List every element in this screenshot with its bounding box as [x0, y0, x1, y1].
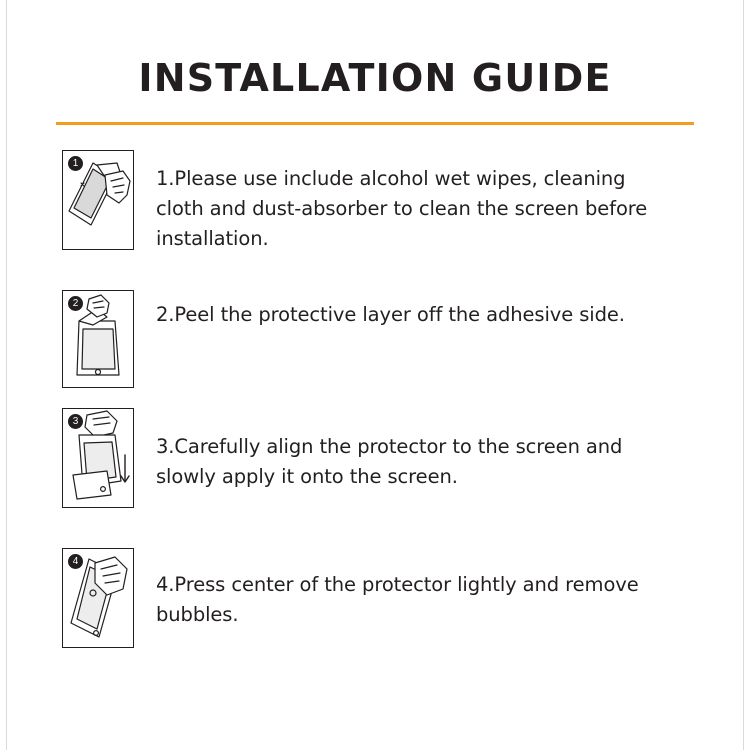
- list-item: [0, 548, 750, 678]
- step-1-illustration: [62, 150, 134, 250]
- step-1-text: 1.Please use include alcohol wet wipes, cleaning cloth and dust-absorber to clean the screen before installation.: [156, 167, 648, 250]
- title-divider: [56, 122, 694, 125]
- step-4-illustration: [62, 548, 134, 648]
- list-item: [0, 408, 750, 548]
- step-3-illustration: [62, 408, 134, 508]
- list-item: [0, 290, 750, 408]
- step-3-badge: 3: [68, 414, 83, 429]
- step-2-text: 2.Peel the protective layer off the adhesive side.: [156, 303, 625, 326]
- step-4-badge: 4: [68, 554, 83, 569]
- page-title: INSTALLATION GUIDE: [138, 56, 612, 100]
- step-4-text: 4.Press center of the protector lightly and remove bubbles.: [156, 573, 639, 626]
- step-2-badge: 2: [68, 296, 83, 311]
- step-3-text: 3.Carefully align the protector to the screen and slowly apply it onto the screen.: [156, 435, 623, 488]
- step-1-badge: 1: [68, 156, 83, 171]
- step-2-illustration: [62, 290, 134, 388]
- steps-list: [0, 150, 750, 678]
- list-item: [0, 150, 750, 290]
